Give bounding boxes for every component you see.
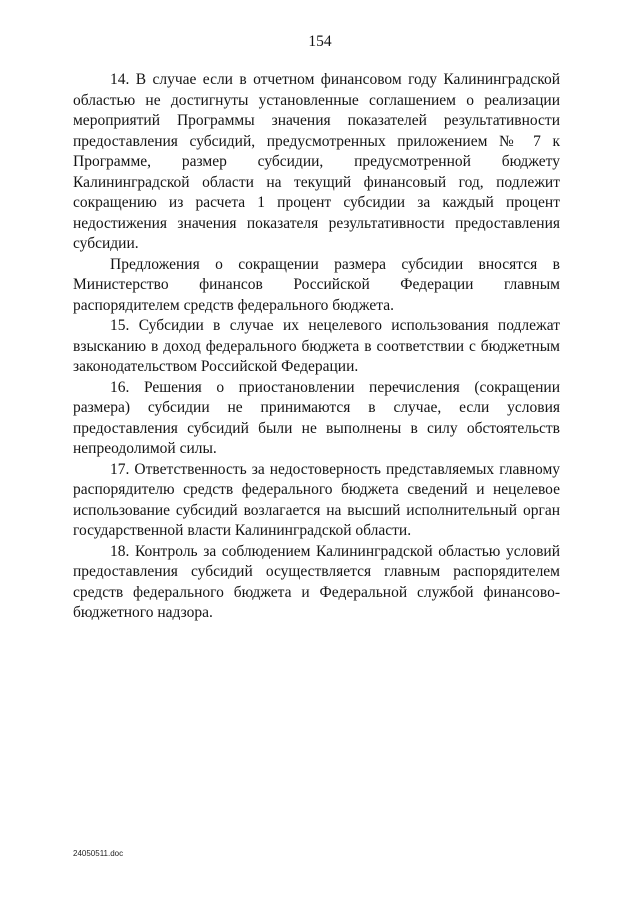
paragraph-18: 18. Контроль за соблюдением Калининградской областью условий предоставления субсидий осуществляется главным распорядителем средств федерального бюджета и Федеральной службой финансово-бюджетного надзора. xyxy=(73,542,560,621)
page-number: 154 xyxy=(308,33,332,50)
paragraph-14: 14. В случае если в отчетном финансовом году Калининградской областью не достигнуты установленные соглашением о реализации мероприятий Программы значения показателей результативности предоставления субсидий, предусмотренных приложением № 7 к Программе, размер субсидии, предусмотренной бюджету Калининградской области на текущий финансовый год, подлежит сокращению из расчета 1 процент субсидии за каждый процент недостижения значения показателя результативности предоставления субсидии. xyxy=(73,71,560,252)
paragraph-17: 17. Ответственность за недостоверность представляемых главному распорядителю средств федерального бюджета сведений и нецелевое использование субсидий возлагается на высший исполнительный орган государственной власти Калининградской области. xyxy=(73,460,560,539)
document-body xyxy=(73,70,560,624)
paragraph-15: 15. Субсидии в случае их нецелевого использования подлежат взысканию в доход федерального бюджета в соответствии с бюджетным законодательством Российской Федерации. xyxy=(73,317,560,375)
paragraph-proposals: Предложения о сокращении размера субсидии вносятся в Министерство финансов Российской Федерации главным распорядителем средств федерального бюджета. xyxy=(73,255,560,314)
paragraph-16: 16. Решения о приостановлении перечисления (сокращении размера) субсидии не принимаются в случае, если условия предоставления субсидий были не выполнены в силу обстоятельств непреодолимой силы. xyxy=(73,378,560,457)
file-name-footer: 24050511.doc xyxy=(73,849,124,858)
